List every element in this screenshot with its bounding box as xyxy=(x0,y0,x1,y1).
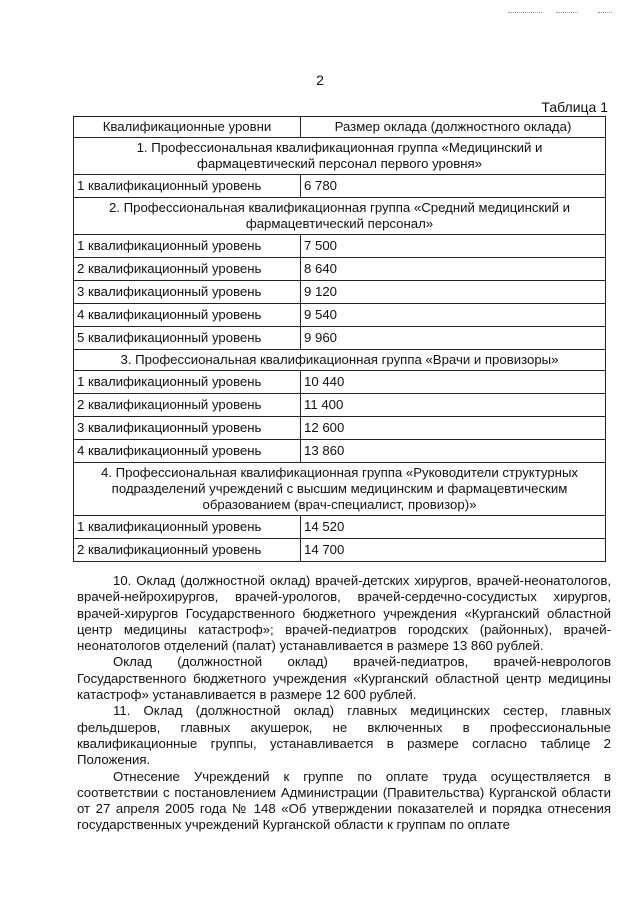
salary-cell: 9 540 xyxy=(301,304,606,327)
table-row xyxy=(74,327,606,350)
page-number: 2 xyxy=(316,72,324,88)
level-cell: 1 квалификационный уровень xyxy=(74,235,301,258)
table-row xyxy=(74,371,606,394)
salary-cell: 9 120 xyxy=(301,281,606,304)
salary-cell: 14 520 xyxy=(301,516,606,539)
table-row xyxy=(74,539,606,562)
salary-cell: 7 500 xyxy=(301,235,606,258)
paragraph: 10. Оклад (должностной оклад) врачей-детских хирургов, врачей-неонатологов, врачей-нейрохирургов, врачей-урологов, врачей-сердечно-сосудистых хирургов, врачей-хирургов Государственного бюджетного учреждения «Курганский областной центр медицины катастроф»; врачей-педиатров городских (районных), врачей-неонатологов отделений (палат) устанавливается в размере 13 860 рублей. xyxy=(77,573,611,654)
level-cell: 5 квалификационный уровень xyxy=(74,327,301,350)
group-title: 1. Профессиональная квалификационная группа «Медицинский и фармацевтический персонал первого уровня» xyxy=(74,138,606,175)
paragraph: 11. Оклад (должностной оклад) главных медицинских сестер, главных фельдшеров, главных акушерок, не включенных в профессиональные квалификационные группы, устанавливается в размере согласно таблице 2 Положения. xyxy=(77,703,611,768)
table-row xyxy=(74,304,606,327)
column-header-levels: Квалификационные уровни xyxy=(74,117,301,138)
table-row xyxy=(74,417,606,440)
table-row xyxy=(74,235,606,258)
group-title: 3. Профессиональная квалификационная группа «Врачи и провизоры» xyxy=(74,350,606,371)
table-row xyxy=(74,175,606,198)
group-title: 2. Профессиональная квалификационная группа «Средний медицинский и фармацевтический персонал» xyxy=(74,198,606,235)
column-header-salary: Размер оклада (должностного оклада) xyxy=(301,117,606,138)
level-cell: 4 квалификационный уровень xyxy=(74,304,301,327)
group-title: 4. Профессиональная квалификационная группа «Руководители структурных подразделений учреждений с высшим медицинским и фармацевтическим образованием (врач-специалист, провизор)» xyxy=(74,463,606,516)
scan-artifact-line xyxy=(556,12,578,14)
table-row xyxy=(74,281,606,304)
level-cell: 3 квалификационный уровень xyxy=(74,281,301,304)
salary-cell: 6 780 xyxy=(301,175,606,198)
table-row xyxy=(74,440,606,463)
table-body xyxy=(74,138,606,562)
level-cell: 3 квалификационный уровень xyxy=(74,417,301,440)
group-row xyxy=(74,198,606,235)
level-cell: 1 квалификационный уровень xyxy=(74,516,301,539)
salary-cell: 9 960 xyxy=(301,327,606,350)
group-row xyxy=(74,350,606,371)
table-row xyxy=(74,394,606,417)
paragraph: Отнесение Учреждений к группе по оплате труда осуществляется в соответствии с постановлением Администрации (Правительства) Курганской области от 27 апреля 2005 года № 148 «Об утверждении показателей и порядка отнесения государственных учреждений Курганской области к группам по оплате xyxy=(77,768,611,833)
body-text xyxy=(77,573,611,834)
salary-cell: 13 860 xyxy=(301,440,606,463)
salary-cell: 14 700 xyxy=(301,539,606,562)
salary-table xyxy=(73,116,606,562)
group-row xyxy=(74,463,606,516)
paragraph: Оклад (должностной оклад) врачей-педиатров, врачей-неврологов Государственного бюджетного учреждения «Курганский областной центр медицины катастроф» устанавливается в размере 12 600 рублей. xyxy=(77,654,611,703)
level-cell: 2 квалификационный уровень xyxy=(74,539,301,562)
table-caption: Таблица 1 xyxy=(541,99,608,115)
scan-artifact-line xyxy=(508,12,542,14)
level-cell: 4 квалификационный уровень xyxy=(74,440,301,463)
group-row xyxy=(74,138,606,175)
salary-cell: 12 600 xyxy=(301,417,606,440)
level-cell: 1 квалификационный уровень xyxy=(74,371,301,394)
table-row xyxy=(74,516,606,539)
table-header-row xyxy=(74,117,606,138)
level-cell: 2 квалификационный уровень xyxy=(74,394,301,417)
scan-artifact-line xyxy=(598,12,612,14)
level-cell: 2 квалификационный уровень xyxy=(74,258,301,281)
salary-cell: 11 400 xyxy=(301,394,606,417)
salary-cell: 10 440 xyxy=(301,371,606,394)
level-cell: 1 квалификационный уровень xyxy=(74,175,301,198)
salary-cell: 8 640 xyxy=(301,258,606,281)
table-row xyxy=(74,258,606,281)
